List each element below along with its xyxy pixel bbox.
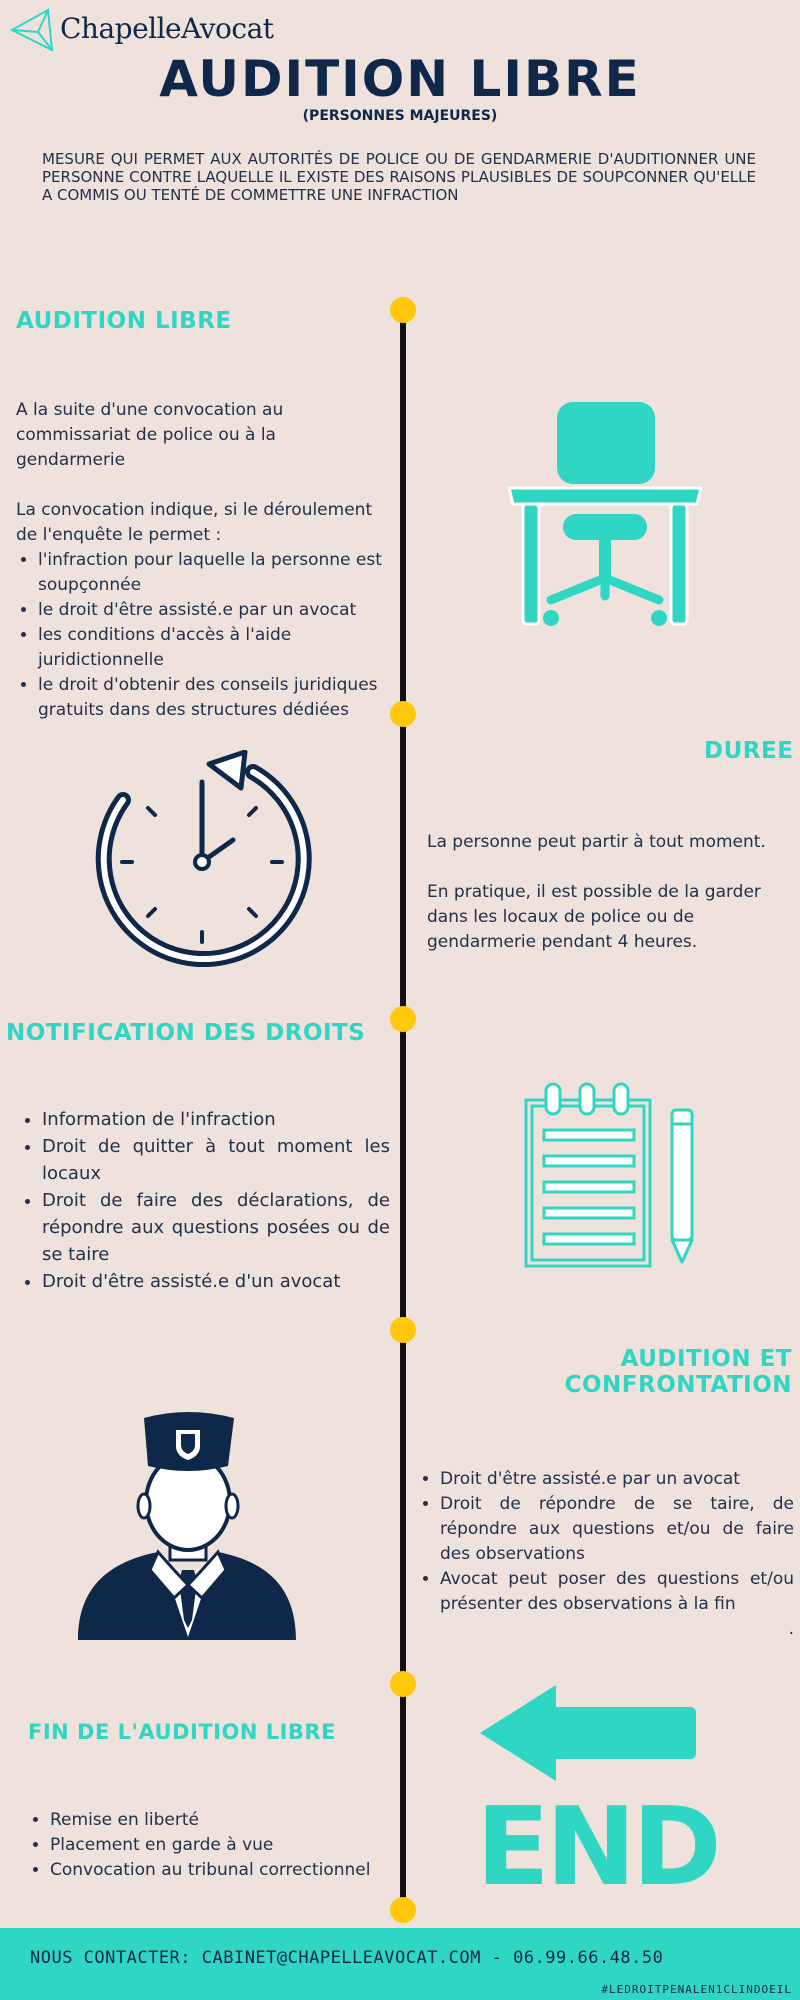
timeline-dot (390, 1317, 416, 1343)
list-item: • Information de l'infraction (42, 1106, 390, 1133)
logo (8, 8, 278, 56)
section-title-audition: AUDITION LIBRE (16, 308, 232, 334)
intro-text: MESURE QUI PERMET AUX AUTORITÉS DE POLICE OU DE GENDARMERIE D'AUDITIONNER UNE PERSONNE CONTRE LAQUELLE IL EXISTE DES RAISONS PLAUSIBLES DE SOUPCONNER QU'ELLE A COMMIS OU TENTÉ DE COMMETTRE UNE INFRACTION (42, 150, 756, 204)
list-item: • le droit d'obtenir des conseils juridiques gratuits dans des structures dédiées (38, 673, 386, 723)
logo-icon (8, 8, 54, 54)
list-item: • Droit d'être assisté.e par un avocat (440, 1467, 794, 1492)
notepad-pencil-icon (522, 1080, 702, 1270)
page-title: AUDITION LIBRE (159, 50, 641, 108)
police-officer-icon (78, 1410, 298, 1640)
audition-text (16, 398, 386, 723)
fin-text (28, 1808, 388, 1883)
section-title-notification: NOTIFICATION DES DROITS (6, 1020, 366, 1046)
confrontation-list (418, 1467, 794, 1617)
confrontation-trailing: . (788, 1619, 794, 1639)
duree-para1: La personne peut partir à tout moment. (427, 832, 766, 852)
list-item: • les conditions d'accès à l'aide juridictionnelle (38, 623, 386, 673)
audition-para2: La convocation indique, si le déroulement de l'enquête le permet : (16, 500, 373, 545)
list-item: • Droit d'être assisté.e d'un avocat (42, 1268, 390, 1295)
footer-contact[interactable]: NOUS CONTACTER: CABINET@CHAPELLEAVOCAT.COM - 06.99.66.48.50 (30, 1948, 664, 1968)
end-label: END (476, 1785, 718, 1910)
timeline-dot (390, 1006, 416, 1032)
section-title-confrontation (520, 1346, 792, 1398)
list-item: • Remise en liberté (50, 1808, 388, 1833)
brand-name: ChapelleAvocat (60, 12, 274, 45)
section-title-fin: FIN DE L'AUDITION LIBRE (28, 1720, 336, 1744)
timeline-dot (390, 1897, 416, 1923)
list-item: • Avocat peut poser des questions et/ou présenter des observations à la fin (440, 1567, 794, 1617)
desk-chair-icon (505, 400, 705, 630)
duree-para2: En pratique, il est possible de la garder dans les locaux de police ou de gendarmerie pendant 4 heures. (427, 882, 761, 952)
notification-list (20, 1106, 390, 1295)
list-item: • Convocation au tribunal correctionnel (50, 1858, 388, 1883)
audition-list (16, 548, 386, 723)
list-item: • Droit de répondre de se taire, de répondre aux questions et/ou de faire des observations (440, 1492, 794, 1567)
duree-text (427, 830, 767, 955)
footer-hashtag: #LEDROITPENALEN1CLINDOEIL (601, 1983, 792, 1996)
timeline-dot (390, 701, 416, 727)
list-item: • l'infraction pour laquelle la personne est soupçonnée (38, 548, 386, 598)
list-item: • Droit de quitter à tout moment les locaux (42, 1133, 390, 1187)
confrontation-title-line1: AUDITION ET (620, 1346, 792, 1372)
arrow-left-icon (480, 1683, 698, 1783)
list-item: • le droit d'être assisté.e par un avocat (38, 598, 386, 623)
footer (0, 1928, 800, 2000)
timeline-dot (390, 1671, 416, 1697)
timeline-dot (390, 297, 416, 323)
notification-text (20, 1106, 390, 1295)
confrontation-text (418, 1467, 794, 1642)
timeline-line (400, 310, 406, 1910)
fin-list (28, 1808, 388, 1883)
clock-icon (85, 750, 315, 980)
confrontation-title-line2: CONFRONTATION (564, 1372, 792, 1398)
section-title-duree: DUREE (704, 738, 794, 764)
page-subtitle: (PERSONNES MAJEURES) (302, 108, 498, 124)
audition-para1: A la suite d'une convocation au commissariat de police ou à la gendarmerie (16, 400, 284, 470)
list-item: • Droit de faire des déclarations, de répondre aux questions posées ou de se taire (42, 1187, 390, 1268)
list-item: • Placement en garde à vue (50, 1833, 388, 1858)
